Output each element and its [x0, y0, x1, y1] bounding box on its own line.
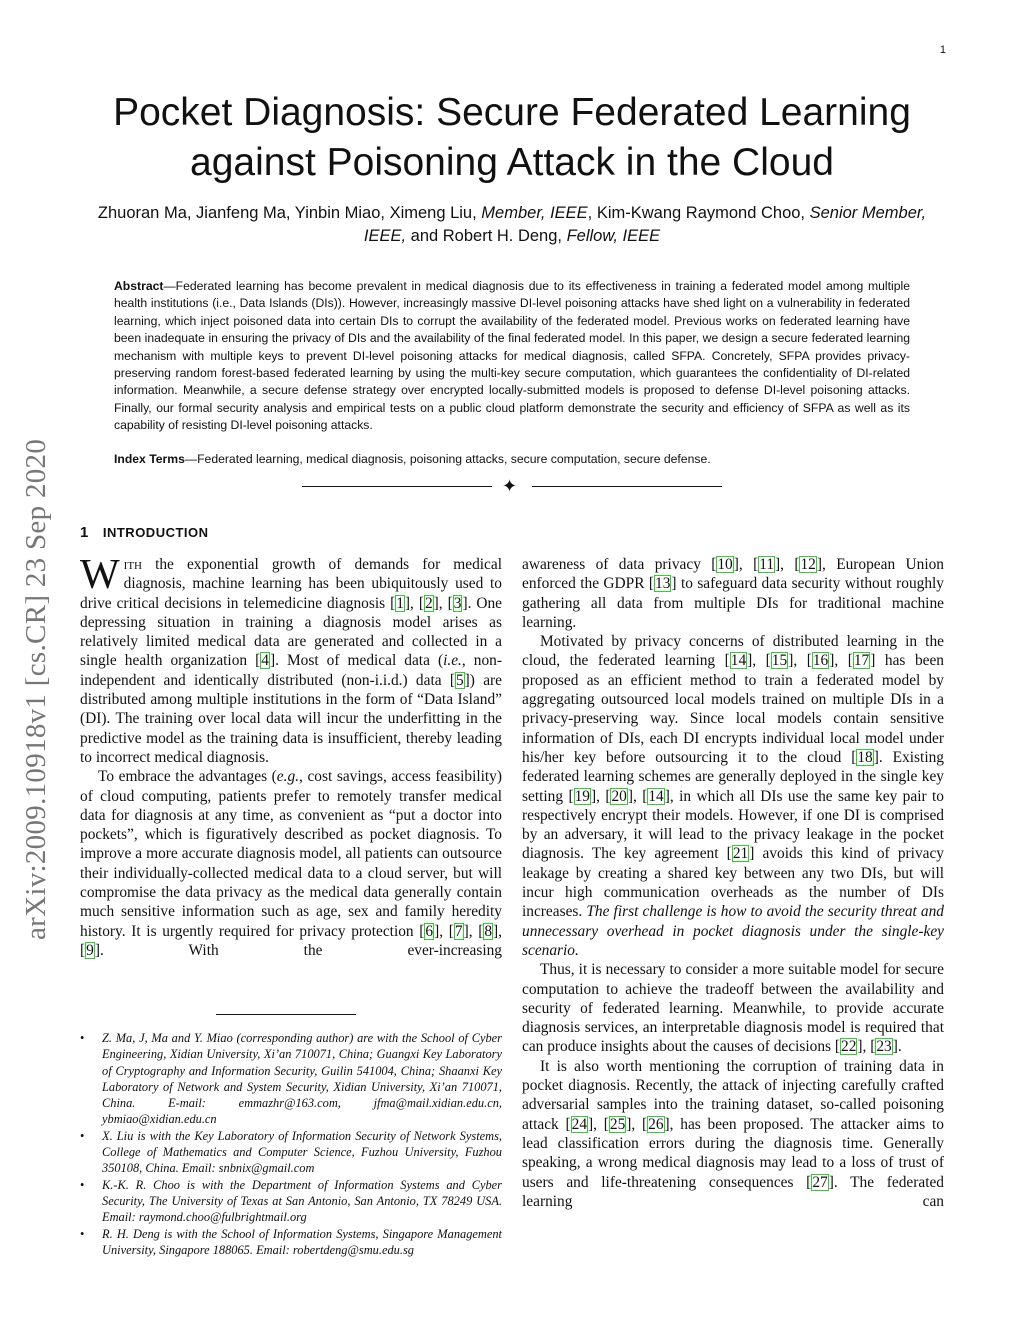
footnote: • K.-K. R. Choo is with the Department of Information Systems and Cyber Security, The University of Texas at San Antonio, San Antonio, TX 78249 USA. Email: raymond.choo@fulbrightmail.org	[80, 1177, 502, 1226]
footnote: • R. H. Deng is with the School of Information Systems, Singapore Management University, Singapore 188065. Email: robertdeng@smu.edu.sg	[80, 1226, 502, 1259]
citation-link[interactable]: 14	[648, 787, 664, 805]
divider-left	[302, 486, 492, 487]
paragraph	[522, 632, 944, 960]
citation-link[interactable]: 21	[732, 845, 749, 863]
citation-link[interactable]: 6	[425, 922, 434, 940]
author-membership: Fellow, IEEE	[566, 227, 661, 245]
citation-link[interactable]: 14	[730, 652, 747, 670]
paragraph	[522, 555, 944, 632]
paragraph	[522, 960, 944, 1056]
abstract-text: —Federated learning has become prevalent in medical diagnosis due to its effectiveness in training a federated model among multiple health institutions (i.e., Data Islands (DIs)). However, increasingly massive DI-level poisoning attacks have shed light on a vulnerability in federated learning, which inject poisoned data into certain DIs to corrupt the availability of the federated model. Previous works on federated learning have been inadequate in ensuring the privacy of DIs and the availability of the final federated model. In this paper, we design a secure federated learning mechanism with multiple keys to prevent DI-level poisoning attacks for medical diagnosis, called SFPA. Concretely, SFPA provides privacy-preserving random forest-based federated learning by using the multi-key secure computation, which guarantees the confidentiality of DI-related information. Meanwhile, a secure defense strategy over encrypted locally-submitted models is proposed to defense DI-level poisoning attacks. Finally, our formal security analysis and empirical tests on a public cloud platform demonstrate the security and efficiency of SFPA as well as its capability of resisting DI-level poisoning attacks.	[114, 279, 910, 433]
index-terms-label: Index Terms	[114, 452, 185, 466]
paragraph	[522, 1057, 944, 1211]
divider-diamond-icon: ✦	[502, 476, 518, 496]
citation-link[interactable]: 4	[261, 652, 269, 670]
paragraph	[80, 552, 503, 767]
authors-part: and Robert H. Deng,	[406, 227, 567, 245]
citation-link[interactable]: 26	[648, 1115, 664, 1133]
right-column	[522, 555, 944, 1211]
citation-link[interactable]: 16	[812, 652, 829, 670]
paragraph	[80, 767, 502, 960]
paper-title: Pocket Diagnosis: Secure Federated Learning against Poisoning Attack in the Cloud	[113, 91, 911, 184]
page-number: 1	[939, 44, 946, 56]
footnote: • X. Liu is with the Key Laboratory of Information Security of Network Systems, College of Mathematics and Computer Science, Fuzhou University, Fuzhou 350108, China. Email: snbnix@gmail.com	[80, 1128, 502, 1177]
citation-link[interactable]: 8	[484, 922, 493, 940]
author-membership: Member, IEEE	[481, 204, 588, 222]
citation-link[interactable]: 22	[841, 1038, 857, 1056]
citation-link[interactable]: 24	[571, 1115, 588, 1133]
author-list	[80, 202, 944, 248]
small-caps-lead: ith	[123, 556, 142, 573]
citation-link[interactable]: 1	[396, 594, 404, 612]
divider-right	[532, 486, 722, 487]
abstract-label: Abstract	[114, 279, 164, 293]
citation-link[interactable]: 20	[611, 787, 627, 805]
paragraph-text: awareness of data privacy [10], [11], [12], European Union enforced the GDPR [13] to safeguard data security without roughly gathering all data from multiple DIs for traditional machine learning.	[522, 556, 945, 631]
citation-link[interactable]: 27	[812, 1173, 828, 1191]
citation-link[interactable]: 23	[876, 1038, 892, 1056]
citation-link[interactable]: 7	[454, 922, 463, 940]
paragraph-text: It is also worth mentioning the corruption of training data in pocket diagnosis. Recently, the attack of injecting carefully crafted adversarial samples into the training dataset, so-called poisoning attack [24], [25], [26], has been proposed. The attacker aims to lead classification errors during the diagnosis time. Generally speaking, a wrong medical diagnosis may lead to a loss of trust of users and life-threatening consequences [27]. The federated learning can	[522, 1057, 944, 1210]
citation-link[interactable]: 5	[455, 671, 464, 689]
citation-link[interactable]: 12	[800, 556, 816, 573]
citation-link[interactable]: 25	[609, 1115, 626, 1133]
author-membership: Senior Member, IEEE,	[363, 204, 927, 245]
citation-link[interactable]: 3	[453, 594, 462, 612]
citation-link[interactable]: 13	[655, 575, 671, 593]
authors-part: Zhuoran Ma, Jianfeng Ma, Yinbin Miao, Ximeng Liu,	[97, 204, 482, 222]
paragraph-text: the exponential growth of demands for medical diagnosis, machine learning has been ubiquitously used to drive critical decisions in telemedicine diagnosis [1], [2], [3]. One depressing situation in training a diagnosis model arises as relatively limited medical data are generated and collected in a single health organization [4]. Most of medical data (i.e., non-independent and identically distributed (non-i.i.d.) data [5]) are distributed among multiple institutions in the form of “Data Island” (DI). The training over local data will incur the underfitting in the predictive model as the training data is insufficient, thereby leading to incorrect medical diagnosis.	[80, 556, 503, 766]
drop-cap: W	[80, 552, 120, 598]
footnotes	[80, 1030, 502, 1258]
citation-link[interactable]: 9	[86, 941, 94, 959]
citation-link[interactable]: 2	[424, 594, 433, 612]
paragraph-text: Thus, it is necessary to consider a more suitable model for secure computation to achieve the tradeoff between the availability and security of federated learning. Meanwhile, to provide accurate diagnosis services, an interpretable diagnosis model is required that can produce insights about the causes of decisions [22], [23].	[522, 961, 944, 1056]
index-terms-text: —Federated learning, medical diagnosis, poisoning attacks, secure computation, secure defense.	[184, 452, 711, 466]
abstract	[114, 278, 910, 435]
section-number: 1	[80, 524, 89, 541]
left-column	[80, 552, 503, 960]
citation-link[interactable]: 15	[771, 652, 788, 670]
citation-link[interactable]: 11	[759, 556, 775, 573]
citation-link[interactable]: 19	[574, 787, 590, 805]
section-heading	[80, 524, 209, 541]
paragraph-text: Motivated by privacy concerns of distributed learning in the cloud, the federated learning [14], [15], [16], [17] has been proposed as an efficient method to train a federated model by aggregating outsourced local models trained on multiple DIs in a privacy-preserving way. Since local models contain sensitive information of DIs, each DI encrypts individual local model under his/her key before outsourcing it to the cloud [18]. Existing federated learning schemes are generally deployed in the single key setting [19], [20], [14], in which all DIs use the same key pair to respectively encrypt their models. However, if one DI is comprised by an adversary, it will lead to the privacy leakage in the pocket diagnosis. The key agreement [21] avoids this kind of privacy leakage by creating a shared key between any two DIs, but will incur high communication overheads as the number of DIs increases.	[522, 633, 945, 921]
footnote-rule	[216, 1014, 356, 1015]
footnote: • Z. Ma, J, Ma and Y. Miao (corresponding author) are with the School of Cyber Engineering, Xidian University, Xi’an 710071, China; Guangxi Key Laboratory of Cryptography and Information Security, Guilin 541004, China; Shaanxi Key Laboratory of Network and System Security, Xidian University, Xi’an 710071, China. E-mail: emmazhr@163.com, jfma@mail.xidian.edu.cn, ybmiao@xidian.edu.cn	[80, 1030, 502, 1128]
citation-link[interactable]: 10	[717, 556, 733, 573]
index-terms	[114, 452, 910, 466]
citation-link[interactable]: 18	[857, 748, 873, 766]
authors-part: , Kim-Kwang Raymond Choo,	[587, 204, 810, 222]
citation-link[interactable]: 17	[853, 652, 870, 670]
paragraph-text: To embrace the advantages (e.g., cost savings, access feasibility) of cloud computing, patients prefer to remotely transfer medical data for diagnosis at any time, as convenient as “put a doctor into pockets”, which is figuratively described as pocket diagnosis. To improve a more accurate diagnosis model, all patients can outsource their individually-collected medical data to a cloud server, but will compromise the data privacy as the medical data generally contain much sensitive information such as age, sex and family heredity history. It is urgently required for privacy protection [6], [7], [8], [9]. With the ever-increasing	[80, 768, 503, 959]
challenge-statement: The first challenge is how to avoid the security threat and unnecessary overhead in pocket diagnosis under the single-key scenario.	[522, 903, 944, 959]
arxiv-stamp: arXiv:2009.10918v1 [cs.CR] 23 Sep 2020	[20, 438, 52, 940]
section-title: INTRODUCTION	[102, 525, 209, 540]
